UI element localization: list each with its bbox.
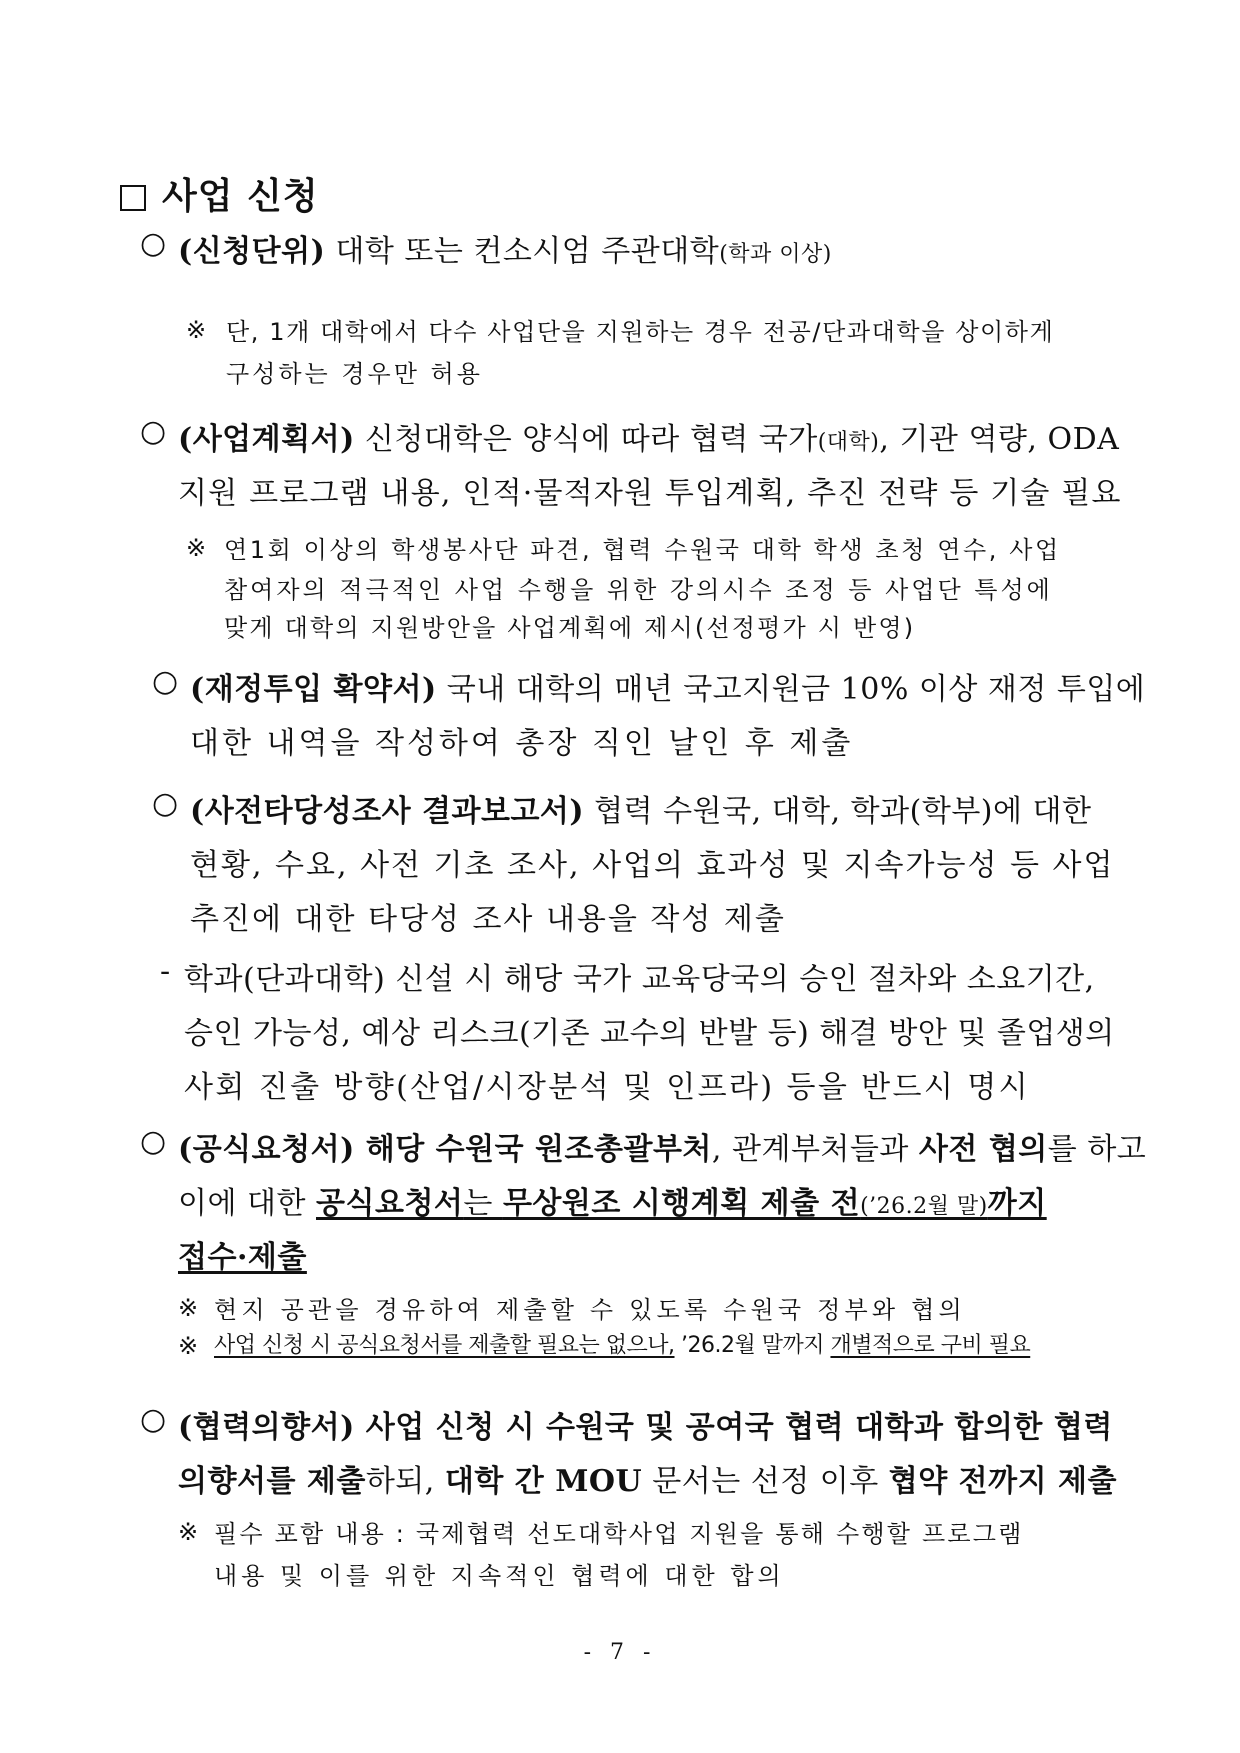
s5-text2: 를 하고: [1047, 1132, 1147, 1167]
s1-small: (학과 이상): [719, 242, 832, 267]
s5-text1: , 관계부처들과: [711, 1132, 919, 1167]
page-number: - 7 -: [583, 1640, 657, 1665]
s2-note-line3: 맞게 대학의 지원방안을 사업계획에 제시(선정평가 시 반영): [224, 614, 916, 642]
s1-label: (신청단위): [178, 234, 326, 269]
s3-line1: [190, 664, 1145, 708]
s1-note-line2: 구성하는 경우만 허용: [226, 360, 483, 388]
s1-line1: [178, 226, 832, 270]
s2-label: (사업계획서): [178, 422, 355, 457]
s4-text: 협력 수원국, 대학, 학과(학부)에 대한: [584, 794, 1092, 829]
s5-line1: [178, 1124, 1146, 1168]
s2-note-line2: 참여자의 적극적인 사업 수행을 위한 강의시수 조정 등 사업단 특성에: [224, 576, 1053, 604]
s3-line2: 대한 내역을 작성하여 총장 직인 날인 후 제출: [190, 726, 854, 761]
s6-bold2: 의향서를 제출: [178, 1464, 366, 1499]
bullet-circle: ○: [140, 414, 167, 449]
s5-line3: [178, 1232, 307, 1276]
s6-line1: [178, 1402, 1113, 1446]
s2-text-b: , 기관 역량, ODA: [879, 422, 1120, 457]
s5-line2-underline2: 는: [463, 1186, 503, 1221]
s5-line2-underline3: 무상원조 시행계획 제출 전: [502, 1186, 861, 1221]
s5-line2-underline1: 공식요청서: [316, 1186, 464, 1221]
section-title: [120, 168, 319, 219]
s6-note-line2: 내용 및 이를 위한 지속적인 협력에 대한 합의: [214, 1562, 785, 1590]
bullet-circle: ○: [152, 786, 179, 821]
s4-dash-line1: 학과(단과대학) 신설 시 해당 국가 교육당국의 승인 절차와 소요기간,: [184, 962, 1095, 997]
s5-note2-text: ’26.2월 말까지: [674, 1333, 831, 1358]
s5-line2: [178, 1178, 1047, 1222]
s6-text2: 문서는 선정 이후: [642, 1464, 889, 1499]
s6-bold1: 사업 신청 시 수원국 및 공여국 협력 대학과 합의한 협력: [354, 1410, 1113, 1445]
s5-note2-underlined2: 개별적으로 구비 필요: [830, 1333, 1031, 1358]
bullet-circle: ○: [140, 1124, 167, 1159]
s5-note-line1: 현지 공관을 경유하여 제출할 수 있도록 수원국 정부와 협의: [214, 1296, 966, 1324]
s2-small: (대학): [817, 430, 880, 455]
s4-line2: 현황, 수요, 사전 기초 조사, 사업의 효과성 및 지속가능성 등 사업: [190, 848, 1115, 883]
s6-line2: [178, 1456, 1117, 1500]
s6-bold4: 협약 전까지 제출: [888, 1464, 1117, 1499]
s5-note-line2: [214, 1328, 1030, 1359]
note-mark: ※: [178, 1518, 199, 1546]
s6-note-line1: 필수 포함 내용 : 국제협력 선도대학사업 지원을 통해 수행할 프로그램: [214, 1520, 1024, 1548]
s5-label: (공식요청서): [178, 1132, 355, 1167]
dash-bullet: -: [160, 954, 171, 989]
s6-bold3: 대학 간 MOU: [444, 1464, 643, 1499]
s4-dash-line2: 승인 가능성, 예상 리스크(기존 교수의 반발 등) 해결 방안 및 졸업생의: [184, 1016, 1115, 1051]
section-title-text: 사업 신청: [162, 176, 319, 217]
s5-line2-text: 이에 대한: [178, 1186, 316, 1221]
note-mark: ※: [178, 1294, 199, 1322]
s5-line2-bold: 까지: [987, 1186, 1047, 1221]
s1-text: 대학 또는 컨소시엄 주관대학: [325, 234, 720, 269]
s5-line3-text: 접수·제출: [178, 1240, 307, 1275]
s5-note2-underlined: 사업 신청 시 공식요청서를 제출할 필요는 없으나,: [214, 1333, 675, 1358]
s1-note-line1: 단, 1개 대학에서 다수 사업단을 지원하는 경우 전공/단과대학을 상이하게: [226, 318, 1055, 346]
s4-label: (사전타당성조사 결과보고서): [190, 794, 585, 829]
note-mark: ※: [186, 534, 207, 562]
s2-note-line1: 연1회 이상의 학생봉사단 파견, 협력 수원국 대학 학생 초청 연수, 사업: [224, 536, 1061, 564]
bullet-circle: ○: [152, 664, 179, 699]
note-mark: ※: [178, 1332, 199, 1360]
s4-dash-line3: 사회 진출 방향(산업/시장분석 및 인프라) 등을 반드시 명시: [184, 1070, 1031, 1105]
s5-bold1: 해당 수원국 원조총괄부처: [354, 1132, 712, 1167]
s4-line1: [190, 786, 1091, 830]
checkbox-square-icon: [120, 185, 146, 211]
note-mark: ※: [186, 316, 207, 344]
s3-text: 국내 대학의 매년 국고지원금 10% 이상 재정 투입에: [436, 672, 1146, 707]
s2-line2: 지원 프로그램 내용, 인적·물적자원 투입계획, 추진 전략 등 기술 필요: [178, 476, 1122, 511]
s6-text1: 하되,: [365, 1464, 445, 1499]
s2-line1: [178, 414, 1119, 458]
s5-line2-small: (’26.2월 말): [860, 1194, 988, 1219]
bullet-circle: ○: [140, 1402, 167, 1437]
s6-label: (협력의향서): [178, 1410, 355, 1445]
s5-bold2: 사전 협의: [918, 1132, 1048, 1167]
s3-label: (재정투입 확약서): [190, 672, 437, 707]
bullet-circle: ○: [140, 226, 167, 261]
s2-text-a: 신청대학은 양식에 따라 협력 국가: [354, 422, 818, 457]
s4-line3: 추진에 대한 타당성 조사 내용을 작성 제출: [190, 902, 786, 937]
